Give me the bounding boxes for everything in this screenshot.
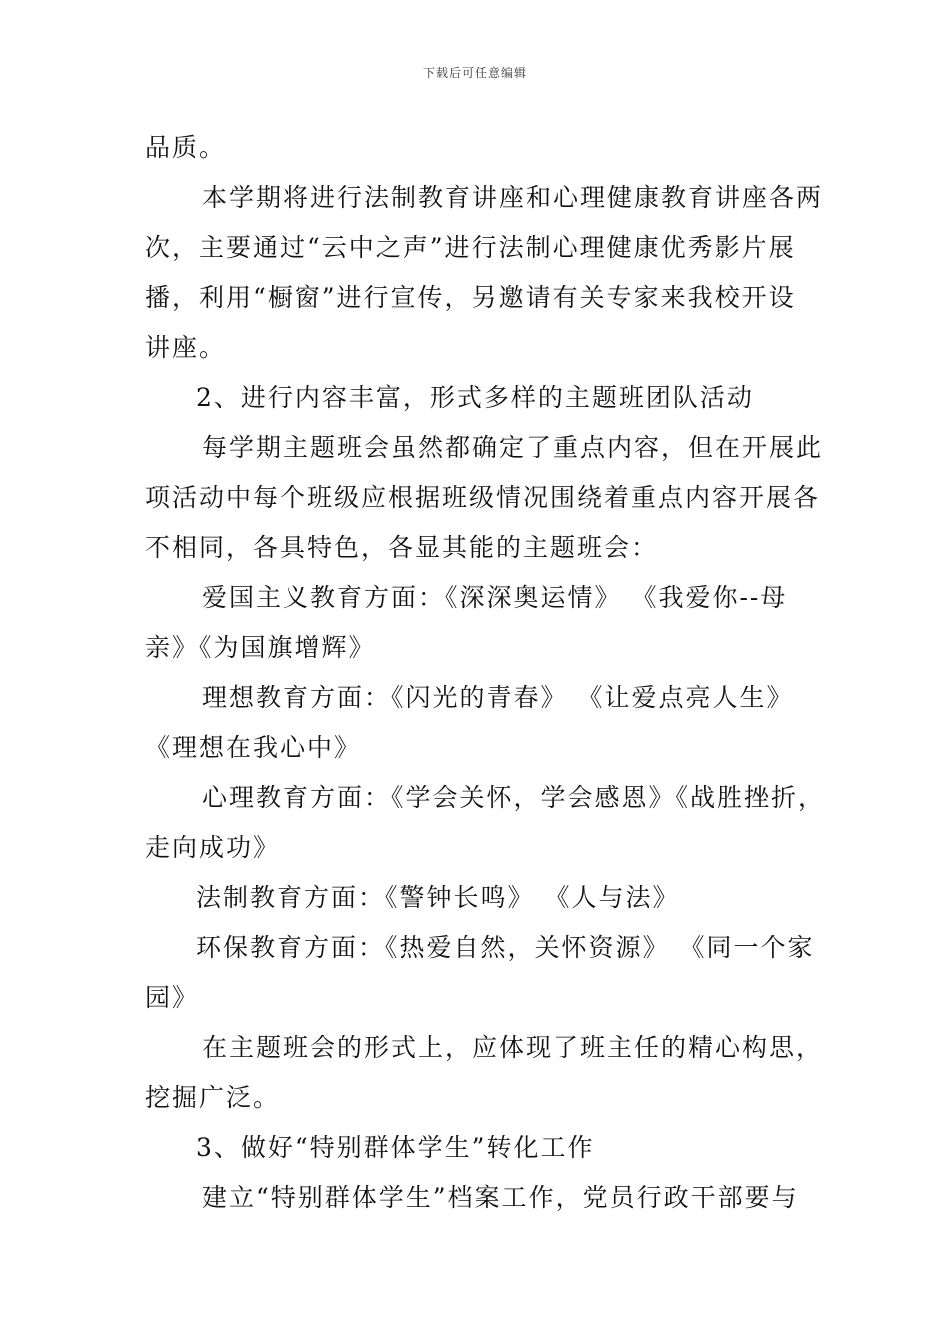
paragraph-line: 每学期主题班会虽然都确定了重点内容，但在开展此 <box>202 433 824 462</box>
paragraph-line: 法制教育方面：《警钟长鸣》 《人与法》 <box>196 883 680 912</box>
paragraph-line: 挖掘广泛。 <box>145 1083 281 1112</box>
paragraph-line: 走向成功》 <box>145 833 281 862</box>
paragraph-line: 不相同，各具特色，各显其能的主题班会： <box>145 533 659 562</box>
paragraph-line: 亲》《为国旗增辉》 <box>145 633 376 662</box>
paragraph-line: 次，主要通过“云中之声”进行法制心理健康优秀影片展 <box>145 233 796 262</box>
paragraph-line: 心理教育方面：《学会关怀，学会感恩》《战胜挫折， <box>202 783 826 812</box>
paragraph-line: 园》 <box>145 983 200 1012</box>
paragraph-line: 播，利用“橱窗”进行宣传，另邀请有关专家来我校开设 <box>145 283 796 312</box>
paragraph-line: 本学期将进行法制教育讲座和心理健康教育讲座各两 <box>202 183 824 212</box>
paragraph-line: 讲座。 <box>145 333 227 362</box>
section-heading: 3、做好“特别群体学生”转化工作 <box>196 1133 595 1162</box>
paragraph-line: 建立“特别群体学生”档案工作，党员行政干部要与 <box>202 1183 799 1212</box>
paragraph-line: 理想教育方面：《闪光的青春》 《让爱点亮人生》 <box>202 683 794 712</box>
paragraph-line: 项活动中每个班级应根据班级情况围绕着重点内容开展各 <box>145 483 821 512</box>
paragraph-line: 品质。 <box>145 133 227 162</box>
header-note: 下载后可任意编辑 <box>422 66 527 80</box>
section-heading: 2、进行内容丰富，形式多样的主题班团队活动 <box>196 383 754 412</box>
paragraph-line: 爱国主义教育方面：《深深奥运情》 《我爱你--母 <box>202 583 788 612</box>
paragraph-line: 《理想在我心中》 <box>145 733 362 762</box>
paragraph-line: 在主题班会的形式上，应体现了班主任的精心构思， <box>202 1033 824 1062</box>
paragraph-line: 环保教育方面：《热爱自然，关怀资源》 《同一个家 <box>196 933 815 962</box>
